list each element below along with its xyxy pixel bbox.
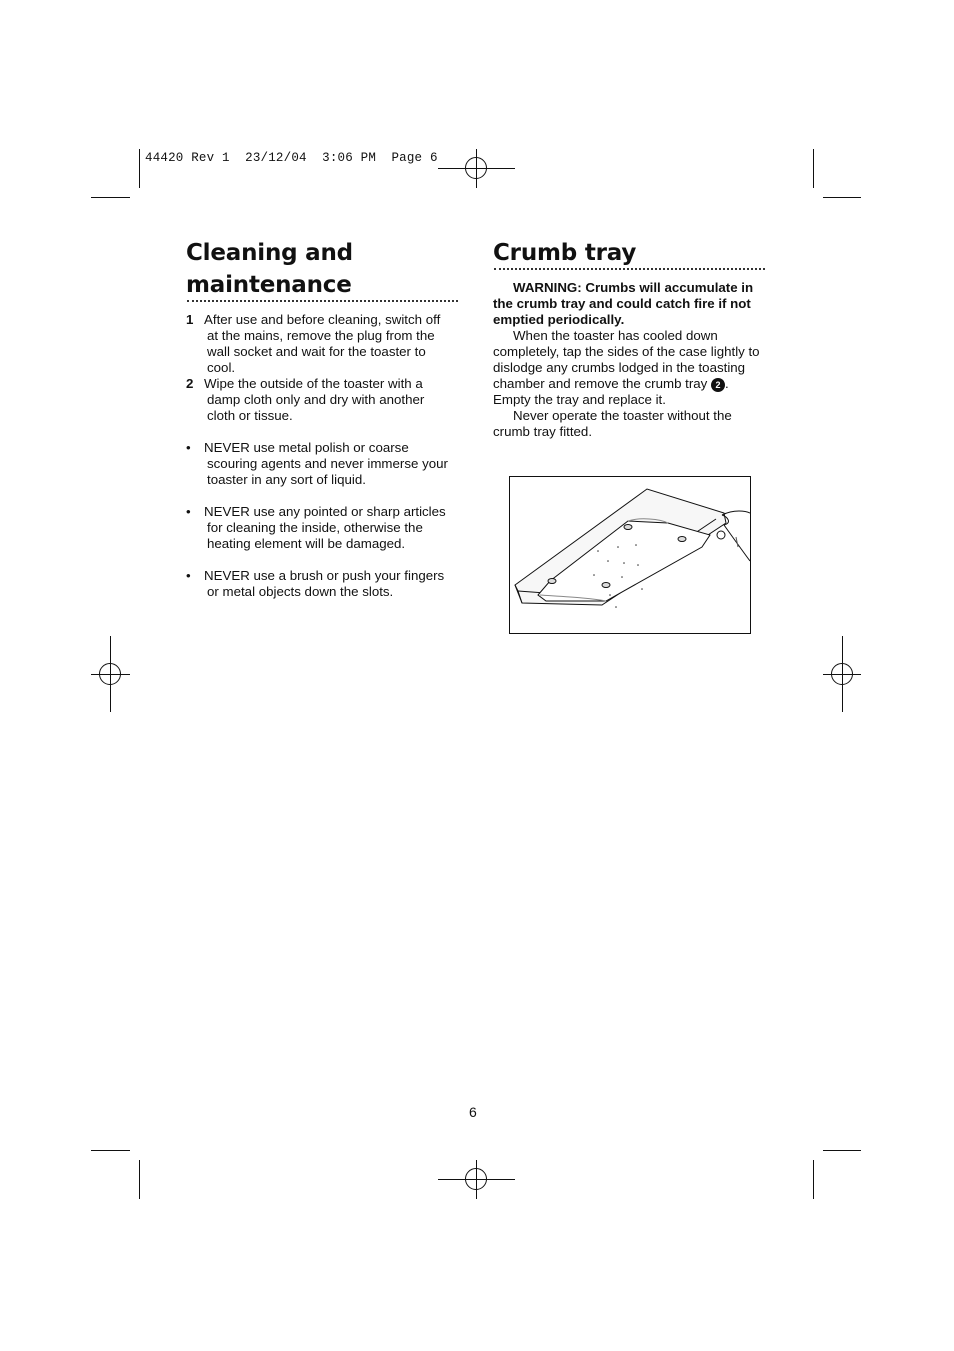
instruction-paragraph: Never operate the toaster without the crumb tray fitted. [493, 408, 732, 439]
heading-rule [187, 300, 458, 302]
crumb-tray-drawing [510, 477, 750, 633]
list-item: • NEVER use a brush or push your fingers or metal objects down the slots. [186, 568, 445, 599]
crumb-tray-illustration [509, 476, 751, 634]
heading-rule [494, 268, 765, 270]
list-item: 2 Wipe the outside of the toaster with a damp cloth only and dry with another cloth or tissue. [186, 376, 425, 423]
list-item: • NEVER use metal polish or coarse scouring agents and never immerse your toaster in any sort of liquid. [186, 440, 448, 487]
list-item: • NEVER use any pointed or sharp articles for cleaning the inside, otherwise the heating element will be damaged. [186, 504, 446, 551]
figure-ref-badge: 2 [711, 378, 725, 392]
instruction-paragraph: When the toaster has cooled down completely, tap the sides of the case lightly to dislodge any crumbs lodged in the toasting chamber and remove the crumb tray 2 . Empty the tray and replace it. [493, 328, 760, 407]
list-item: 1 After use and before cleaning, switch off at the mains, remove the plug from the wall socket and wait for the toaster to cool. [186, 312, 441, 375]
section-heading-crumb-tray: Crumb tray [493, 240, 637, 266]
printer-slug: 44420 Rev 1 23/12/04 3:06 PM Page 6 [145, 151, 438, 165]
page-number: 6 [469, 1104, 477, 1120]
section-heading-cleaning: Cleaning and maintenance [186, 240, 353, 298]
warning-text: WARNING: Crumbs will accumulate in the crumb tray and could catch fire if not emptied periodically. [493, 280, 754, 327]
